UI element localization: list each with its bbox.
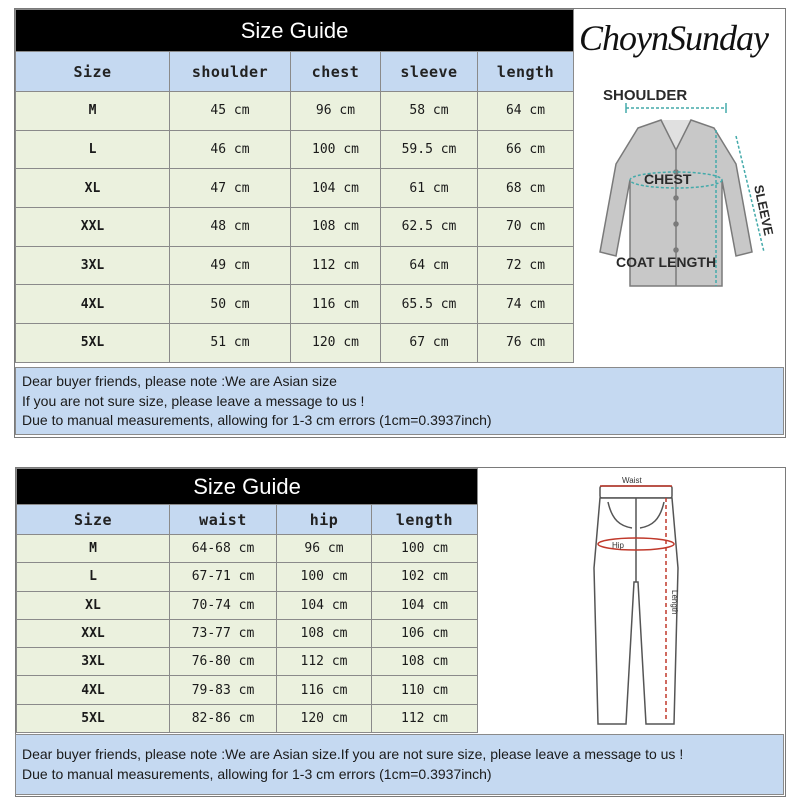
- measurement-cell: 102 cm: [372, 563, 478, 591]
- size-cell: 3XL: [17, 648, 170, 676]
- bottom-header-row: [17, 505, 478, 535]
- bottom-size-row: [17, 535, 478, 563]
- size-cell: M: [17, 535, 170, 563]
- measurement-cell: 104 cm: [277, 591, 372, 619]
- measurement-cell: 82-86 cm: [170, 704, 277, 732]
- header-length: length: [372, 505, 478, 535]
- measurement-cell: 120 cm: [291, 324, 381, 363]
- measurement-cell: 100 cm: [277, 563, 372, 591]
- measurement-cell: 104 cm: [291, 169, 381, 208]
- measurement-cell: 70 cm: [478, 208, 574, 247]
- header-chest: chest: [291, 52, 381, 92]
- measurement-cell: 51 cm: [170, 324, 291, 363]
- measurement-cell: 64 cm: [478, 92, 574, 131]
- measurement-cell: 96 cm: [291, 92, 381, 131]
- header-hip: hip: [277, 505, 372, 535]
- measurement-cell: 64 cm: [381, 246, 478, 285]
- hip-label: Hip: [612, 541, 625, 550]
- measurement-cell: 73-77 cm: [170, 619, 277, 647]
- top-size-table: [15, 9, 574, 363]
- measurement-cell: 67 cm: [381, 324, 478, 363]
- bottom-size-row: [17, 676, 478, 704]
- shirt-diagram: [576, 76, 781, 316]
- measurement-cell: 66 cm: [478, 130, 574, 169]
- measurement-cell: 112 cm: [277, 648, 372, 676]
- measurement-cell: 62.5 cm: [381, 208, 478, 247]
- size-cell: 4XL: [17, 676, 170, 704]
- top-size-row: [16, 130, 574, 169]
- measurement-cell: 46 cm: [170, 130, 291, 169]
- measurement-cell: 76-80 cm: [170, 648, 277, 676]
- bottom-size-row: [17, 591, 478, 619]
- measurement-cell: 48 cm: [170, 208, 291, 247]
- measurement-cell: 79-83 cm: [170, 676, 277, 704]
- measurement-cell: 112 cm: [372, 704, 478, 732]
- measurement-cell: 104 cm: [372, 591, 478, 619]
- measurement-cell: 45 cm: [170, 92, 291, 131]
- measurement-cell: 76 cm: [478, 324, 574, 363]
- top-size-row: [16, 285, 574, 324]
- bottom-size-table: [16, 468, 478, 733]
- measurement-cell: 100 cm: [291, 130, 381, 169]
- top-size-row: [16, 208, 574, 247]
- bottom-note: [15, 734, 784, 795]
- measurement-cell: 110 cm: [372, 676, 478, 704]
- top-note-line-2: If you are not sure size, please leave a message to us !: [22, 392, 365, 409]
- measurement-cell: 65.5 cm: [381, 285, 478, 324]
- top-size-row: [16, 92, 574, 131]
- waist-label: Waist: [622, 476, 642, 485]
- measurement-cell: 106 cm: [372, 619, 478, 647]
- measurement-cell: 108 cm: [372, 648, 478, 676]
- measurement-cell: 100 cm: [372, 535, 478, 563]
- top-size-row: [16, 324, 574, 363]
- header-waist: waist: [170, 505, 277, 535]
- top-header-row: [16, 52, 574, 92]
- measurement-cell: 120 cm: [277, 704, 372, 732]
- bottom-size-row: [17, 704, 478, 732]
- measurement-cell: 72 cm: [478, 246, 574, 285]
- brand-logo: ChoynSunday: [579, 18, 768, 58]
- size-cell: XL: [16, 169, 170, 208]
- size-cell: XL: [17, 591, 170, 619]
- size-cell: L: [17, 563, 170, 591]
- size-cell: XXL: [16, 208, 170, 247]
- measurement-cell: 59.5 cm: [381, 130, 478, 169]
- measurement-cell: 108 cm: [277, 619, 372, 647]
- header-size: Size: [16, 52, 170, 92]
- size-cell: 5XL: [16, 324, 170, 363]
- bottom-size-row: [17, 648, 478, 676]
- top-title: Size Guide: [16, 10, 574, 52]
- bottom-size-row: [17, 563, 478, 591]
- measurement-cell: 58 cm: [381, 92, 478, 131]
- sleeve-label: SLEEVE: [751, 183, 777, 237]
- shoulder-label: SHOULDER: [603, 87, 688, 104]
- measurement-cell: 74 cm: [478, 285, 574, 324]
- bottom-title: Size Guide: [17, 469, 478, 505]
- measurement-cell: 112 cm: [291, 246, 381, 285]
- measurement-cell: 64-68 cm: [170, 535, 277, 563]
- measurement-cell: 61 cm: [381, 169, 478, 208]
- size-cell: L: [16, 130, 170, 169]
- measurement-cell: 67-71 cm: [170, 563, 277, 591]
- top-note-line-1: Dear buyer friends, please note :We are Asian size: [22, 373, 337, 389]
- chest-label: CHEST: [644, 171, 692, 187]
- pants-diagram: [562, 472, 742, 734]
- size-cell: XXL: [17, 619, 170, 647]
- bottom-size-row: [17, 619, 478, 647]
- measurement-cell: 68 cm: [478, 169, 574, 208]
- header-size: Size: [17, 505, 170, 535]
- size-cell: 3XL: [16, 246, 170, 285]
- top-note: [15, 367, 784, 435]
- measurement-cell: 116 cm: [277, 676, 372, 704]
- bottom-note-line-1: Dear buyer friends, please note :We are Asian size.If you are not sure size, please leave a message to us !: [22, 746, 684, 762]
- measurement-cell: 108 cm: [291, 208, 381, 247]
- size-cell: 5XL: [17, 704, 170, 732]
- header-length: length: [478, 52, 574, 92]
- header-sleeve: sleeve: [381, 52, 478, 92]
- measurement-cell: 116 cm: [291, 285, 381, 324]
- coat-length-label: COAT LENGTH: [616, 254, 717, 270]
- measurement-cell: 50 cm: [170, 285, 291, 324]
- bottom-note-line-2: Due to manual measurements, allowing for 1-3 cm errors (1cm=0.3937inch): [22, 765, 492, 782]
- measurement-cell: 49 cm: [170, 246, 291, 285]
- top-size-row: [16, 246, 574, 285]
- header-shoulder: shoulder: [170, 52, 291, 92]
- size-cell: M: [16, 92, 170, 131]
- top-size-row: [16, 169, 574, 208]
- length-label: Length: [670, 590, 679, 615]
- measurement-cell: 47 cm: [170, 169, 291, 208]
- size-cell: 4XL: [16, 285, 170, 324]
- measurement-cell: 70-74 cm: [170, 591, 277, 619]
- top-note-line-3: Due to manual measurements, allowing for 1-3 cm errors (1cm=0.3937inch): [22, 412, 492, 428]
- measurement-cell: 96 cm: [277, 535, 372, 563]
